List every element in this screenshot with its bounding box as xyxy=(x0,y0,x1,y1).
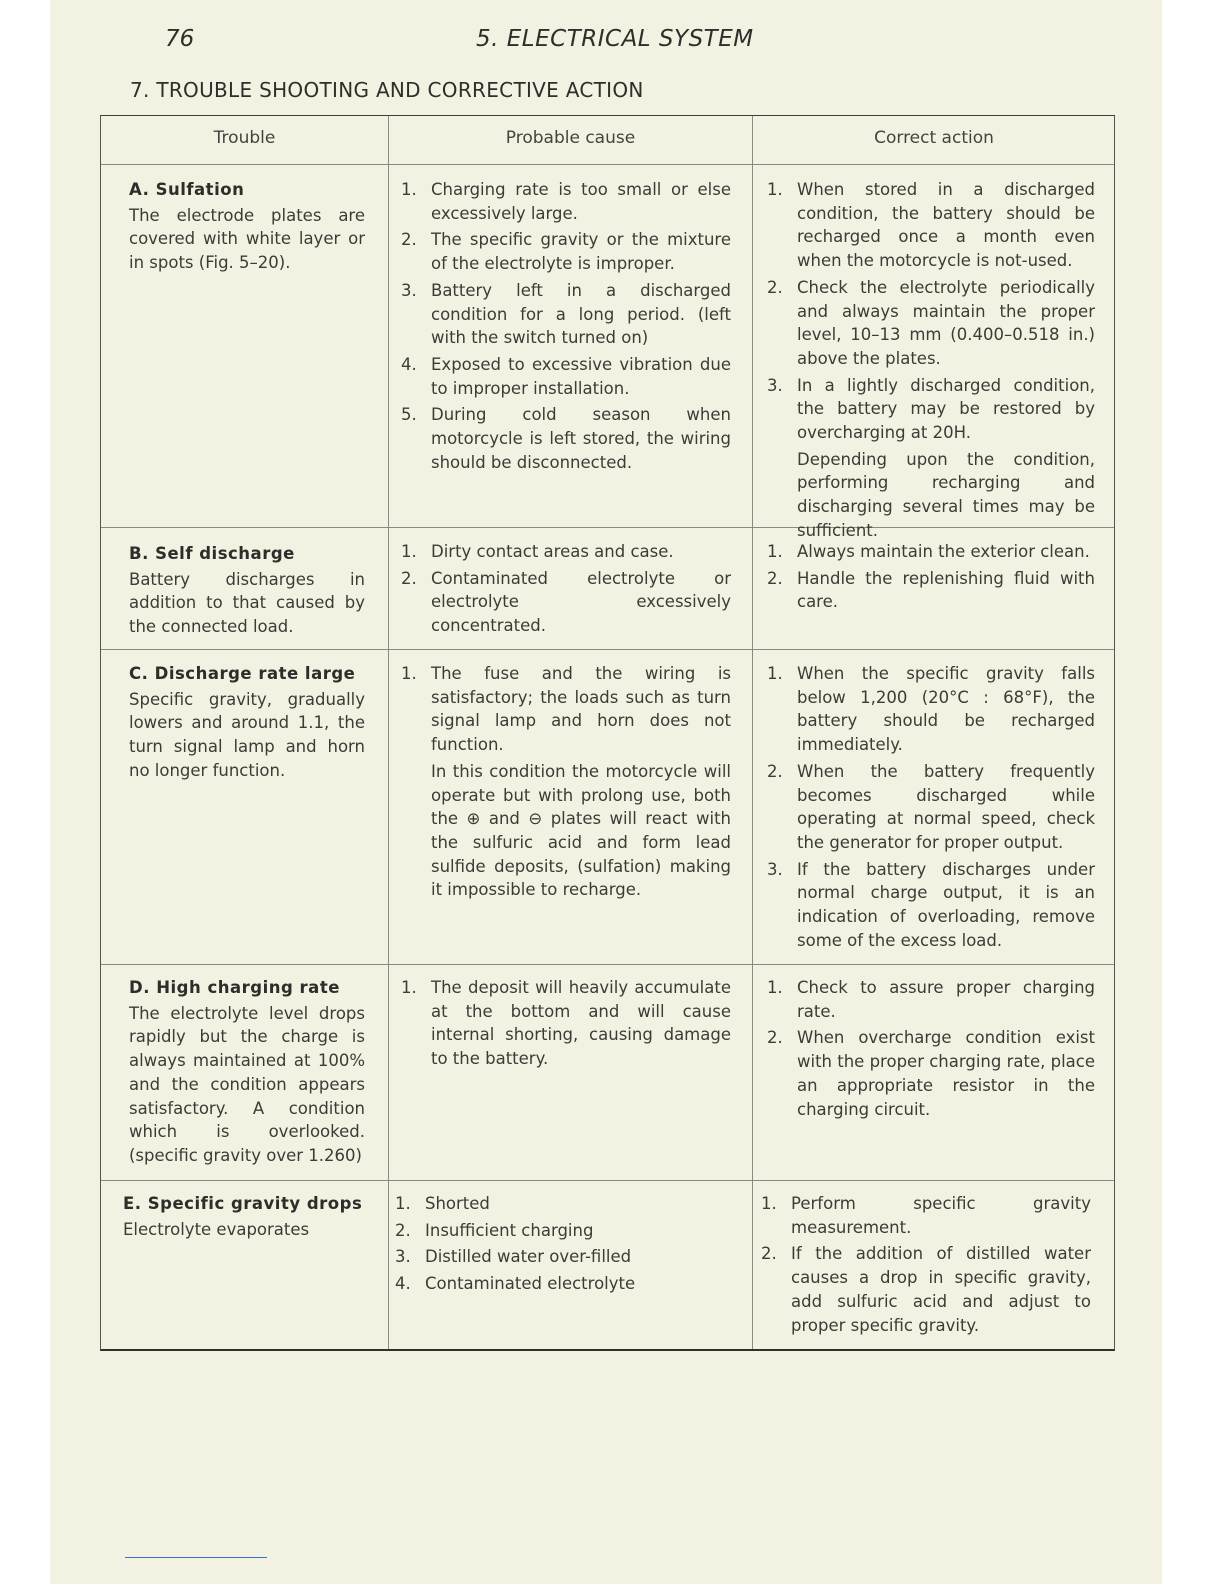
cause-item: 2. Insufficient charging xyxy=(395,1220,594,1240)
action-item: 2. If the addition of distilled water causes a drop in specific gravity, add sulfuric acid and adjust to proper specific gravity. xyxy=(761,1244,1091,1335)
trouble-cell xyxy=(129,542,365,639)
cause-item: 3. Battery left in a discharged condition for a long period. (left with the switch turned on) xyxy=(401,280,731,348)
troubleshooting-table xyxy=(100,115,1115,1351)
action-item: 2. Handle the replenishing fluid with care. xyxy=(767,568,1095,612)
trouble-description: Electrolyte evaporates xyxy=(123,1219,310,1239)
trouble-description: Specific gravity, gradually lowers and around 1.1, the turn signal lamp and horn no longer function. xyxy=(129,689,365,780)
column-divider xyxy=(752,116,753,1349)
action-item: 1. When the specific gravity falls below 1,200 (20°C : 68°F), the battery should be recharged immediately. xyxy=(767,664,1095,755)
cause-cell xyxy=(401,178,731,477)
action-cell xyxy=(767,178,1095,546)
trouble-cell xyxy=(123,1192,365,1241)
trouble-title: C. Discharge rate large xyxy=(129,664,356,683)
trouble-cell xyxy=(129,976,365,1168)
row-divider xyxy=(101,649,1114,650)
action-item: 1. Check to assure proper charging rate. xyxy=(767,978,1095,1021)
header-divider xyxy=(101,164,1114,165)
column-header-probable-cause: Probable cause xyxy=(505,128,636,148)
action-item: 3. In a lightly discharged condition, the battery may be restored by overcharging at 20H. Depending upon the condition, performing recharging and discharging several times may be sufficient. xyxy=(767,375,1095,540)
cause-item: 2. The specific gravity or the mixture of the electrolyte is improper. xyxy=(401,230,731,274)
action-item: 2. When the battery frequently becomes discharged while operating at normal speed, check the generator for proper output. xyxy=(767,761,1095,852)
cause-item: 2. Contaminated electrolyte or electrolyte excessively concentrated. xyxy=(401,568,731,636)
cause-item: 1. Dirty contact areas and case. xyxy=(401,542,674,561)
row-divider xyxy=(101,1180,1114,1181)
action-cell xyxy=(767,540,1095,617)
cause-item: 1. Charging rate is too small or else excessively large. xyxy=(401,180,731,223)
action-item: 2. When overcharge condition exist with the proper charging rate, place an appropriate resistor in the charging circuit. xyxy=(767,1028,1095,1119)
action-item: 3. If the battery discharges under normal charge output, it is an indication of overloading, remove some of the excess load. xyxy=(767,859,1095,950)
action-cell xyxy=(767,976,1095,1124)
cause-cell xyxy=(401,662,731,905)
trouble-title: B. Self discharge xyxy=(129,544,295,563)
cause-item: 5. During cold season when motorcycle is left stored, the wiring should be disconnected. xyxy=(401,405,731,472)
cause-item: 1. The fuse and the wiring is satisfactory; the loads such as turn signal lamp and horn does not function. In this condition the motorcycle will operate but with prolong use, both the ⊕ and ⊖ plates will react with the sulfuric acid and form lead sulfide deposits, (sulfation) making it impossible to recharge. xyxy=(401,664,731,900)
column-header-trouble: Trouble xyxy=(213,128,276,148)
cause-cell xyxy=(401,976,731,1074)
trouble-cell xyxy=(129,178,365,275)
cause-cell xyxy=(395,1192,731,1299)
column-divider xyxy=(388,116,389,1349)
action-cell xyxy=(761,1192,1091,1340)
cause-item: 3. Distilled water over-filled xyxy=(395,1247,632,1267)
trouble-description: Battery discharges in addition to that caused by the connected load. xyxy=(129,569,365,637)
action-item: 2. Check the electrolyte periodically and always maintain the proper level, 10–13 mm (0.400–0.518 in.) above the plates. xyxy=(767,277,1095,368)
action-item: 1. When stored in a discharged condition, the battery should be recharged once a month even when the motorcycle is not-used. xyxy=(767,180,1095,271)
trouble-description: The electrolyte level drops rapidly but the charge is always maintained at 100% and the condition appears satisfactory. A condition which is overlooked. (specific gravity over 1.260) xyxy=(129,1003,365,1165)
trouble-cell xyxy=(129,662,365,783)
section-heading: 7. TROUBLE SHOOTING AND CORRECTIVE ACTION xyxy=(130,78,644,102)
row-divider xyxy=(101,964,1114,965)
action-item: 1. Always maintain the exterior clean. xyxy=(767,542,1090,561)
action-cell xyxy=(767,662,1095,955)
page-number: 76 xyxy=(165,26,195,52)
footer-link-underline xyxy=(125,1557,267,1558)
trouble-title: E. Specific gravity drops xyxy=(123,1194,363,1213)
trouble-title: D. High charging rate xyxy=(129,978,340,997)
trouble-title: A. Sulfation xyxy=(129,180,245,199)
action-item: 1. Perform specific gravity measurement. xyxy=(761,1194,1091,1237)
cause-item: 4. Exposed to excessive vibration due to improper installation. xyxy=(401,354,731,398)
column-header-correct-action: Correct action xyxy=(874,128,994,148)
trouble-description: The electrode plates are covered with white layer or in spots (Fig. 5–20). xyxy=(129,205,365,273)
chapter-title: 5. ELECTRICAL SYSTEM xyxy=(476,26,754,52)
cause-cell xyxy=(401,540,731,641)
cause-item: 1. The deposit will heavily accumulate at the bottom and will cause internal shorting, causing damage to the battery. xyxy=(401,978,731,1069)
cause-item: 4. Contaminated electrolyte xyxy=(395,1274,636,1294)
cause-item: 1. Shorted xyxy=(395,1194,490,1213)
